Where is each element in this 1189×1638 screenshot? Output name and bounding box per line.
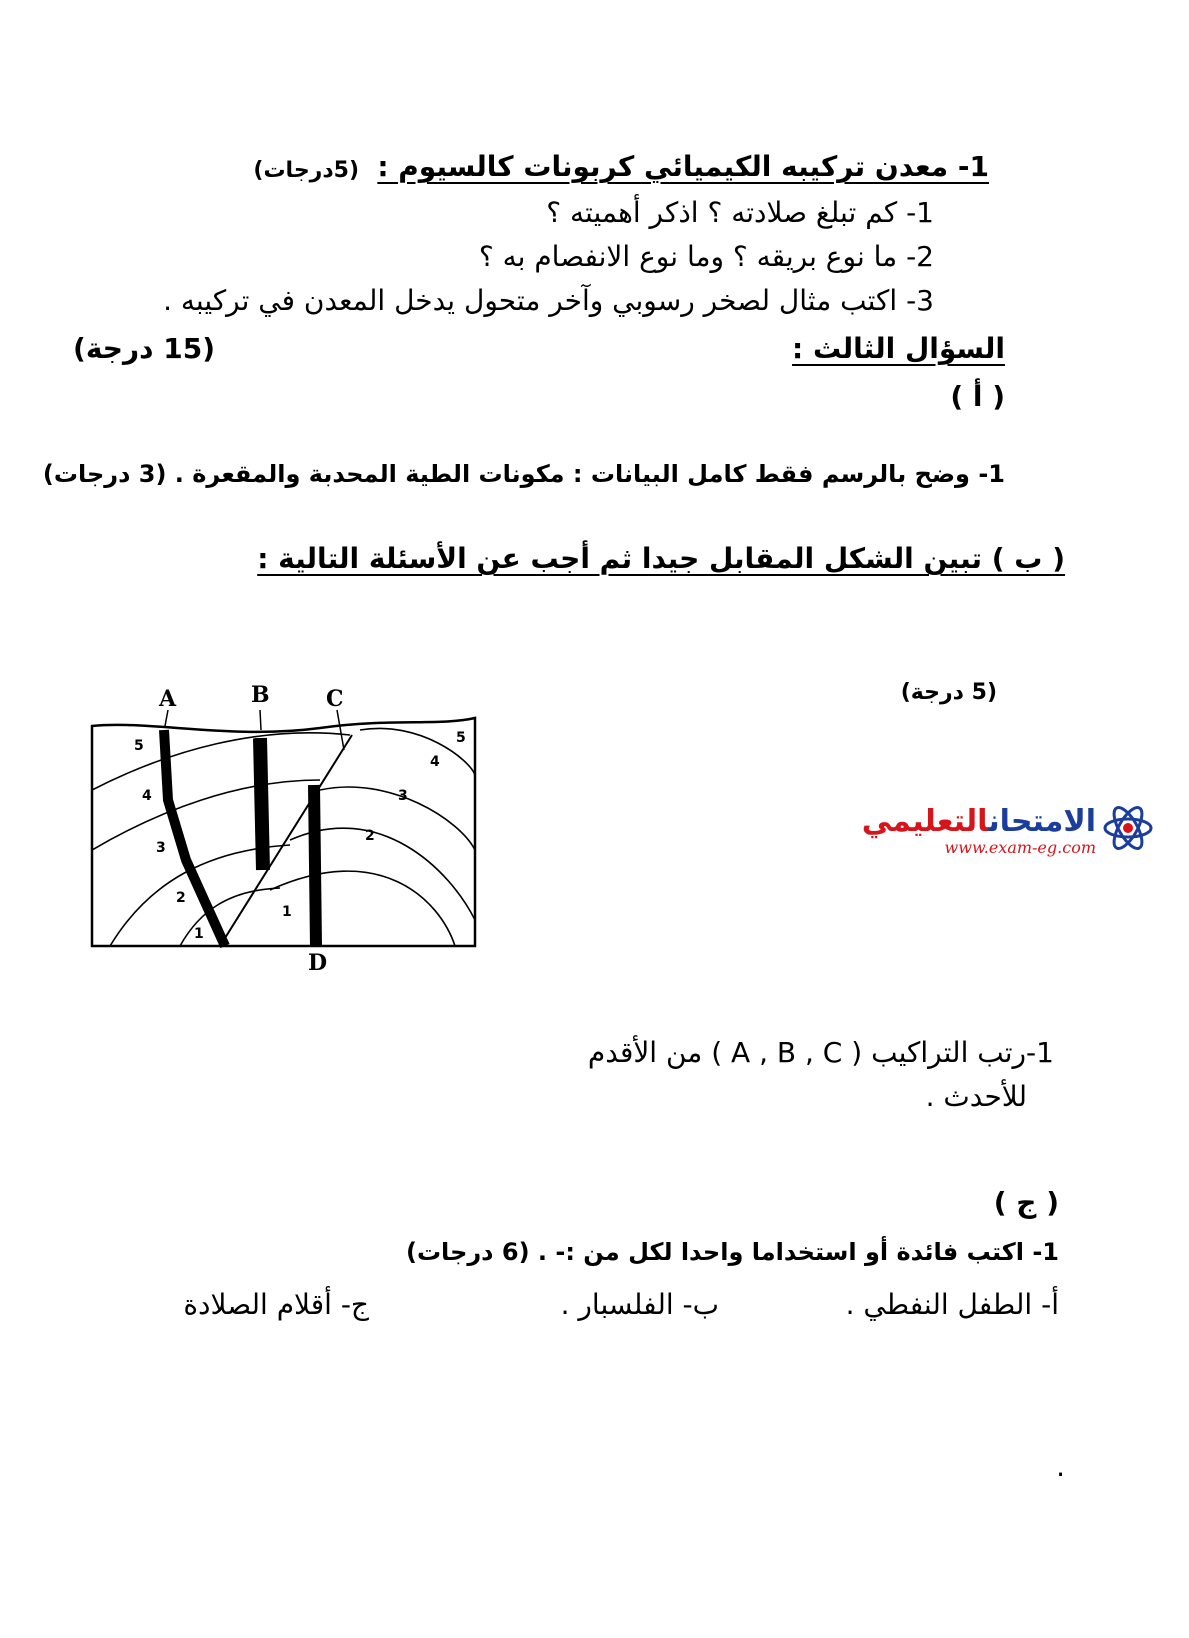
part-b-marks: (5 درجة) (900, 680, 997, 705)
layer-number-left-5: 5 (134, 738, 144, 754)
layer-number-left-2: 2 (176, 890, 186, 906)
part-b-question-1-line-2: للأحدث . (925, 1080, 1027, 1113)
part-c-question-1: 1- اكتب فائدة أو استخداما واحدا لكل من :- . (6 درجات) (405, 1238, 1059, 1266)
mineral-question-title: 1- معدن تركيبه الكيميائي كربونات كالسيوم : (377, 150, 989, 183)
part-a-label: ( أ ) (950, 380, 1005, 413)
structure-label-b: B (251, 682, 270, 708)
layer-number-right-4: 4 (430, 754, 440, 770)
part-c-option-b: ب- الفلسبار . (560, 1288, 719, 1321)
structure-label-c: C (326, 686, 344, 712)
dike-a (164, 730, 225, 946)
question-3-marks: (15 درجة) (73, 332, 215, 365)
dike-d (314, 785, 316, 946)
logo-url: www.exam-eg.com (944, 838, 1096, 857)
footer-mark: . (1056, 1450, 1065, 1483)
logo-text: الامتحانالتعليمي (861, 804, 1096, 839)
layer-number-right-5: 5 (456, 730, 466, 746)
part-a-question-1: 1- وضح بالرسم فقط كامل البيانات : مكونات الطية المحدبة والمقعرة . (3 درجات) (42, 460, 1005, 488)
mineral-question-marks: (5درجات) (253, 158, 359, 183)
mineral-item-1: 1- كم تبلغ صلادته ؟ اذكر أهميته ؟ (546, 196, 934, 229)
layer-number-left-1: 1 (194, 926, 204, 942)
mineral-item-3: 3- اكتب مثال لصخر رسوبي وآخر متحول يدخل المعدن في تركيبه . (163, 284, 934, 317)
part-c-option-c: ج- أقلام الصلادة (183, 1288, 369, 1321)
atom-icon (1102, 802, 1154, 854)
geological-cross-section-figure (90, 680, 490, 980)
question-3-title: السؤال الثالث : (792, 332, 1005, 365)
mineral-item-2: 2- ما نوع بريقه ؟ وما نوع الانفصام به ؟ (478, 240, 934, 273)
layer-number-right-1: 1 (282, 904, 292, 920)
layer-number-right-3: 3 (398, 788, 408, 804)
dike-b (260, 738, 263, 870)
layer-number-left-4: 4 (142, 788, 152, 804)
part-c-label: ( ج ) (993, 1186, 1059, 1219)
structure-label-a: A (159, 686, 177, 712)
part-c-option-a: أ- الطفل النفطي . (845, 1288, 1059, 1321)
layer-number-left-3: 3 (156, 840, 166, 856)
part-b-question-1-line-1: 1-رتب التراكيب ( A , B , C ) من الأقدم (587, 1036, 1054, 1069)
layer-number-right-2: 2 (365, 828, 375, 844)
exam-eg-logo (861, 800, 1154, 860)
part-b-title: ( ب ) تبين الشكل المقابل جيدا ثم أجب عن الأسئلة التالية : (257, 542, 1065, 575)
structure-label-d: D (308, 950, 328, 976)
